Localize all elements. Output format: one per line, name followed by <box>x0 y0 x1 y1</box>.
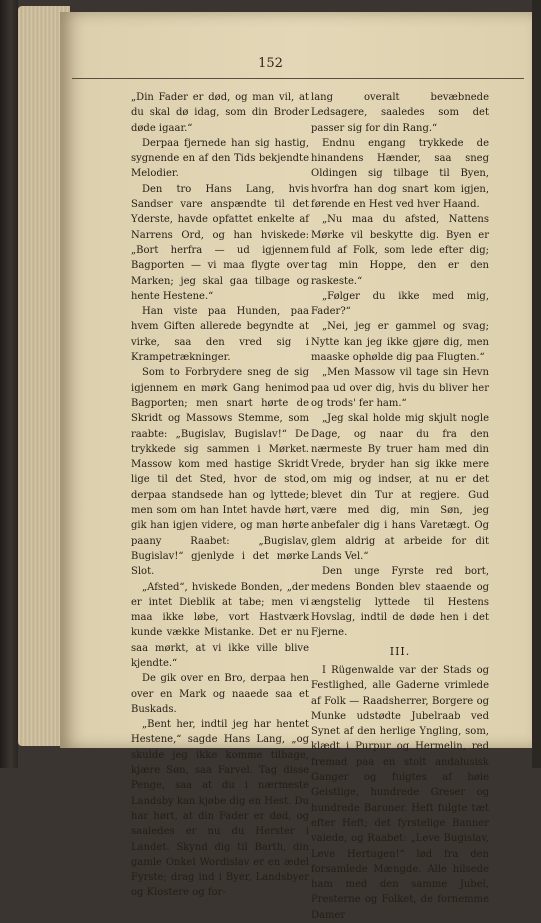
paragraph: lang overalt bevæbnede Ledsagere, saaledes som det passer sig for din Rang.“ <box>311 92 489 134</box>
page-number: 152 <box>258 56 283 71</box>
book-spine-binding <box>0 0 18 768</box>
paragraph: I Rügenwalde var der Stads og Festlighed, alle Gaderne vrimlede af Folk — Raadsherrer, Borgere og Munke udstødte Jubelraab ved Synet af den herlige Yngling, som, klædt i Purpur og Hermelin, red fremad paa en stolt andalusisk Ganger og fulgtes af høie Geistlige, hundrede Greser og hundrede Baroner. Heft fulgte tæt efter Heft; det fyrstelige Banner vaiede, og Raabet: „Leve Bugislav, Leve Hertugen!“ lød fra den forsamlede Mængde. Alle hilsede ham med den samme Jubel, Presterne og Folket, de fornemme Damer <box>311 664 489 921</box>
paragraph: „Jeg skal holde mig skjult nogle Dage, og naar du fra den nærmeste By truer ham med din Vrede, bryder han sig ikke mere om mig og indser, at nu er det blevet din Tur at regjere. Gud være med dig, min Søn, jeg anbefaler dig i hans Varetægt. Og glem aldrig at arbeide for dit Lands Vel.“ <box>311 413 489 562</box>
paragraph: „Bent her, indtil jeg har hentet Hestene,“ sagde Hans Lang, „og skulde jeg ikke komme tilbage, kjære Søn, saa Farvel. Tag disse Penge, saa at du i nærmeste Landsby kan kjøbe dig en Hest. Du har hørt, at din Fader er død, og saaledes er nu du Herster i Landet. Skynd dig til Barth, din gamle Onkel Wordislav er en ædel Fyrste; drag ind i Byer, Landsbyer og Klostere og for- <box>131 719 309 899</box>
paragraph: „Afsted“, hviskede Bonden, „der er intet Dieblik at tabe; men vi maa ikke løbe, vort Hastværk kunde vække Mistanke. Det er nu saa mørkt, at vi ikke ville blive kjendte.“ <box>131 581 309 669</box>
paragraph: „Nu maa du afsted, Nattens Mørke vil beskytte dig. Byen er fuld af Folk, som lede efter dig; tag min Hoppe, den er den raskeste.“ <box>311 214 489 287</box>
paragraph: Den tro Hans Lang, hvis Sandser vare anspændte til det Yderste, havde opfattet enkelte af Narrens Ord, og han hviskede: „Bort herfra — ud igjennem Bagporten — vi maa flygte over Marken; jeg skal gaa tilbage og hente Hestene.“ <box>131 183 309 302</box>
section-heading: III. <box>389 644 411 658</box>
header-rule <box>72 78 524 79</box>
paragraph: Den unge Fyrste red bort, medens Bonden blev staaende og ængstelig lyttede til Hestens Hovslag, indtil de døde hen i det Fjerne. <box>311 566 489 639</box>
paragraph: Som to Forbrydere sneg de sig igjennem en mørk Gang henimod Bagporten; men snart hørte de Skridt og Massows Stemme, som raabte: „Bugislav, Bugislav!“ De trykkede sig sammen i Mørket. Massow kom med hastige Skridt lige til det Sted, hvor de stod, derpaa standsede han og lyttede; men som om han Intet havde hørt, gik han igjen videre, og man hørte paany Raabet: „Bugislav, Bugislav!“ gjenlyde i det mørke Slot. <box>131 367 309 578</box>
paragraph: „Følger du ikke med mig, Fader?“ <box>311 290 489 318</box>
left-column <box>131 90 309 901</box>
paragraph: „Men Massow vil tage sin Hevn paa ud over dig, hvis du bliver her og trods' fer ham.“ <box>311 367 489 409</box>
paragraph: „Din Fader er død, og man vil, at du skal dø idag, som din Broder døde igaar.“ <box>131 92 309 134</box>
paragraph: Han viste paa Hunden, paa hvem Giften allerede begyndte at virke, saa den vred sig i Krampetrækninger. <box>131 306 309 364</box>
background-edge <box>532 0 541 768</box>
paragraph: „Nei, jeg er gammel og svag; Nytte kan jeg ikke gjøre dig, men maaske ophølde dig paa Flugten.“ <box>311 321 489 364</box>
right-column <box>311 90 489 923</box>
paragraph: De gik over en Bro, derpaa hen over en Mark og naaede saa et Buskads. <box>131 673 309 715</box>
paragraph: Derpaa fjernede han sig hastig, sygnende en af den Tids bekjendte Melodier. <box>131 137 309 180</box>
paragraph: Endnu engang trykkede de hinandens Hænder, saa sneg Oldingen sig tilbage til Byen, hvorfra han dog snart kom igjen, førende en Hest ved hver Haand. <box>311 137 489 211</box>
